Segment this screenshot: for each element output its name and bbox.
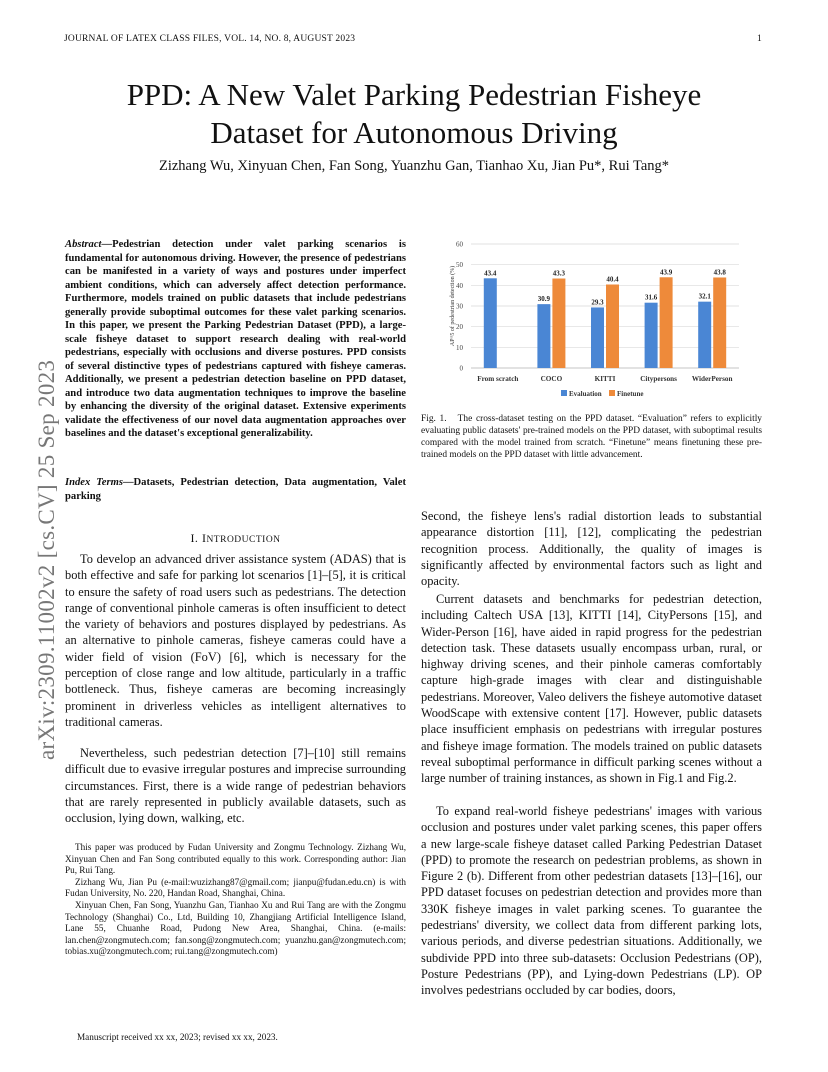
bar-chart (421, 236, 762, 406)
bar-finetune (552, 279, 565, 368)
paper-title (0, 76, 828, 152)
data-label: 30.9 (537, 295, 551, 304)
bar-evaluation (591, 307, 604, 368)
right-paragraph-3: To expand real-world fisheye pedestrians' images with various occlusion and postures under valet parking scenes, this paper offers a new large-scale fisheye dataset called Parking Pedestrian Dataset (PPD) to promote the research on pedestrian problems, as shown in Figure 2 (b). Different from other pedestrian datasets [13]–[16], our PPD dataset focuses on pedestrian detection and provides more than 330K fisheye images in valet parking scenes. To guarantee the pedestrians' diversity, we collect data from different parking lots, various periods, and diverse pedestrian situations. Additionally, we subdivide PPD into three sub-datasets: Occlusion Pedestrians (OP), Posture Pedestrians (PP), and Lying-down Pedestrians (LP). OP involves pedestrians occluded by car bodies, doors, (421, 804, 762, 998)
y-tick-label: 40 (456, 281, 463, 290)
figure-caption (421, 413, 762, 461)
bar-finetune (713, 277, 726, 368)
index-terms-label: Index Terms (65, 477, 123, 488)
section-heading (65, 530, 406, 548)
data-label: 43.9 (659, 268, 673, 277)
bar-finetune (606, 285, 619, 368)
caption-label: Fig. 1. (421, 414, 447, 424)
footnote-2: Zizhang Wu, Jian Pu (e-mail:wuzizhang87@gmail.com; jianpu@fudan.edu.cn) is with Fudan University, No. 220, Handan Road, Shanghai, China. (65, 876, 406, 899)
data-label: 32.1 (698, 292, 711, 301)
legend-entry: Finetune (617, 390, 644, 398)
page-number: 1 (757, 34, 762, 44)
bar-finetune (660, 277, 673, 368)
title-line-1: PPD: A New Valet Parking Pedestrian Fisheye (126, 77, 702, 112)
intro-paragraph-2: Nevertheless, such pedestrian detection [7]–[10] still remains difficult due to evasive irregular postures and imprecise surrounding circumstances. First, there is a wide range of pedestrian behaviors that are rarely represented in publicly available datasets, such as occlusion, lying down, walking, etc. (65, 746, 406, 826)
data-label: 29.3 (591, 298, 604, 307)
caption-text: The cross-dataset testing on the PPD dataset. “Evaluation” refers to explicitly evaluating public datasets' pre-trained models on the PPD dataset, with suboptimal results compared with the model trained from scratch. “Finetune” means finetuning these pre-trained models on the PPD dataset with little advancement. (421, 414, 762, 460)
bar-evaluation (484, 278, 497, 368)
data-label: 43.4 (484, 269, 497, 278)
bar-evaluation (645, 303, 658, 368)
y-tick-label: 30 (456, 302, 463, 311)
x-tick-label: Citypersons (640, 375, 677, 383)
footnote-3: Xinyuan Chen, Fan Song, Yuanzhu Gan, Tianhao Xu and Rui Tang are with the Zongmu Technology (Shanghai) Co., Ltd, Building 10, Zhangjiang Artificial Intelligence Island, Lane 55, Chuanhe Road, Pudong New Area, Shanghai, China. (e-mails: lan.chen@zongmutech.com; fan.song@zongmutech.com; yuanzhu.gan@zongmutech.com; tobias.xu@zongmutech.com; rui.tang@zongmutech.com) (65, 899, 406, 957)
x-tick-label: COCO (540, 375, 563, 383)
legend-entry: Evaluation (569, 390, 602, 398)
y-tick-label: 50 (456, 261, 463, 270)
right-paragraph-2: Current datasets and benchmarks for pedestrian detection, including Caltech USA [13], KITTI [14], CityPersons [15], and Wider-Person [16], have aided in rapid progress for the pedestrian detection task. These datasets usually encompass urban, rural, or highway driving scenes, and their pinhole cameras comfortably capture high-grade images with clear and distinguishable pedestrians. Moreover, Valeo delivers the fisheye automotive dataset WoodScape with extensive content [17]. However, public datasets place insufficient emphasis on pedestrians with irregular postures and fisheye image formation. The models trained on public datasets reveal suboptimal performance in difficult parking scenes without a large number of training instances, as shown in Fig.1 and Fig.2. (421, 592, 762, 786)
manuscript-note: Manuscript received xx xx, 2023; revised xx xx, 2023. (77, 1032, 278, 1042)
right-paragraph-1: Second, the fisheye lens's radial distortion leads to substantial appearance distortion [11], [12], complicating the pedestrian recognition process. Additionally, the quality of images is significantly affected by environmental factors such as light and opacity. (421, 509, 762, 589)
data-label: 43.3 (552, 269, 566, 278)
data-label: 43.8 (713, 268, 726, 277)
section-title-rest: NTRODUCTION (206, 535, 281, 545)
y-tick-label: 20 (456, 323, 463, 332)
y-tick-label: 10 (456, 343, 463, 352)
abstract-text: —Pedestrian detection under valet parking scenarios is fundamental for autonomous driving. However, the presence of pedestrians can be manifested in a variety of ways and postures under imperfect ambient conditions, which can adversely affect detection performance. Furthermore, models trained on public datasets that include pedestrians generally provide suboptimal outcomes for these valet parking scenarios. In this paper, we present the Parking Pedestrian Dataset (PPD), a large-scale fisheye dataset to support research dealing with real-world pedestrians, especially with occlusions and diverse postures. PPD consists of several distinctive types of pedestrians captured with fisheye cameras. Additionally, we present a pedestrian detection baseline on PPD dataset, and introduce two data augmentation techniques to improve the baseline by enhancing the diversity of the original dataset. Extensive experiments validate the effectiveness of our novel data augmentation approaches over baselines and the dataset's exceptional generalizability. (65, 239, 406, 439)
y-axis-label: AP^5 of pedestrian detection (%) (450, 265, 456, 347)
x-tick-label: From scratch (477, 375, 519, 383)
journal-header: JOURNAL OF LATEX CLASS FILES, VOL. 14, NO. 8, AUGUST 2023 (64, 34, 356, 44)
intro-paragraph-1: To develop an advanced driver assistance system (ADAS) that is both effective and safe for parking lot scenarios [1]–[5], it is critical to ensure the safety of road users such as pedestrians. The detection range of conventional pinhole cameras is often insufficient to detect the variety of behaviors and postures displayed by pedestrians. As an alternative to pinhole cameras, fisheye cameras could have a wider field of vision (FoV) [6], which is necessary for the perception of close range and low altitude, particularly in a traffic bottleneck. Thus, fisheye cameras are becoming increasingly prominent in driverless vehicles as intelligent alternatives to traditional cameras. (65, 552, 406, 729)
legend-swatch (561, 390, 567, 396)
arxiv-stamp: arXiv:2309.11002v2 [cs.CV] 25 Sep 2023 (34, 359, 59, 760)
index-terms-text: —Datasets, Pedestrian detection, Data augmentation, Valet parking (65, 477, 406, 502)
data-label: 40.4 (606, 275, 619, 284)
abstract-label: Abstract (65, 239, 102, 250)
author-list: Zizhang Wu, Xinyuan Chen, Fan Song, Yuanzhu Gan, Tianhao Xu, Jian Pu*, Rui Tang* (158, 158, 670, 174)
y-tick-label: 0 (459, 364, 463, 373)
x-tick-label: WiderPerson (691, 375, 733, 383)
footnotes (65, 842, 406, 958)
title-line-2: Dataset for Autonomous Driving (210, 115, 618, 150)
bar-evaluation (698, 302, 711, 368)
index-terms (65, 476, 406, 503)
section-number: I. (190, 531, 202, 545)
abstract (65, 238, 406, 441)
section-title-first: I (201, 531, 207, 545)
x-tick-label: KITTI (594, 375, 616, 383)
legend-swatch (609, 390, 615, 396)
y-tick-label: 60 (456, 240, 463, 249)
data-label: 31.6 (644, 293, 658, 302)
footnote-1: This paper was produced by Fudan University and Zongmu Technology. Zizhang Wu, Xinyuan Chen and Fan Song contributed equally to this work. Corresponding author: Jian Pu, Rui Tang. (65, 842, 406, 876)
bar-evaluation (537, 304, 550, 368)
